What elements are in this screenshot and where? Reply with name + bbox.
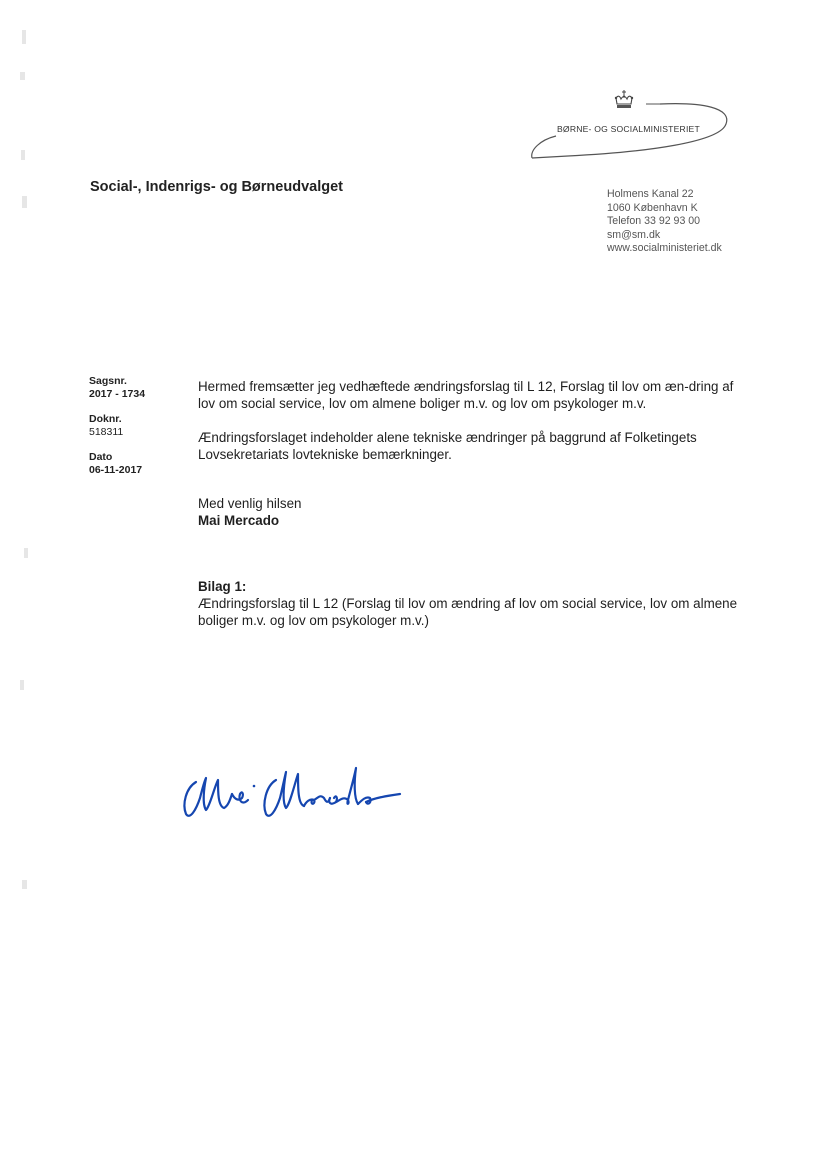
doc-number-block [89,413,145,439]
date-block [89,451,145,477]
closing-block [198,495,738,529]
ministry-name: BØRNE- OG SOCIALMINISTERIET [557,124,700,134]
scan-speck [22,196,27,208]
case-number-block [89,375,145,401]
doc-number-label: Doknr. [89,413,122,425]
ministry-logo [528,86,732,166]
scan-speck [22,880,27,889]
attachment-text: Ændringsforslag til L 12 (Forslag til lov om ændring af lov om social service, lov om almene boliger m.v. og lov om psykologer m.v.) [198,596,738,628]
attachment-block [198,578,738,629]
body-paragraph-1: Hermed fremsætter jeg vedhæftede ændringsforslag til L 12, Forslag til lov om æn-dring af lov om social service, lov om almene boliger m.v. og lov om psykologer m.v. [198,379,734,411]
address-phone: Telefon 33 92 93 00 [607,215,701,228]
signatory-name: Mai Mercado [198,513,280,528]
case-number-label: Sagsnr. [89,375,127,387]
recipient-heading: Social-, Indenrigs- og Børneudvalget [90,179,343,195]
address-email: sm@sm.dk [607,228,661,241]
handwritten-signature [178,748,402,824]
address-street: Holmens Kanal 22 [607,188,694,200]
crown-icon [615,90,633,108]
doc-number-value: 518311 [89,426,124,438]
scan-speck [20,72,25,80]
signature-strokes [184,768,400,816]
case-meta [89,375,145,489]
case-number-value: 2017 - 1734 [89,388,146,400]
address-website: www.socialministeriet.dk [607,242,722,255]
scan-speck [21,150,25,160]
attachment-title: Bilag 1: [198,579,247,594]
date-label: Dato [89,451,113,463]
scan-speck [20,680,24,690]
scan-speck [24,548,28,558]
scan-speck [22,30,26,44]
sender-address [607,188,722,256]
closing-greeting: Med venlig hilsen [198,496,302,511]
date-value: 06-11-2017 [89,464,143,476]
address-city: 1060 København K [607,201,698,214]
body-paragraph-2: Ændringsforslaget indeholder alene tekniske ændringer på baggrund af Folketingets Lovsekretariats lovtekniske bemærkninger. [198,430,697,462]
